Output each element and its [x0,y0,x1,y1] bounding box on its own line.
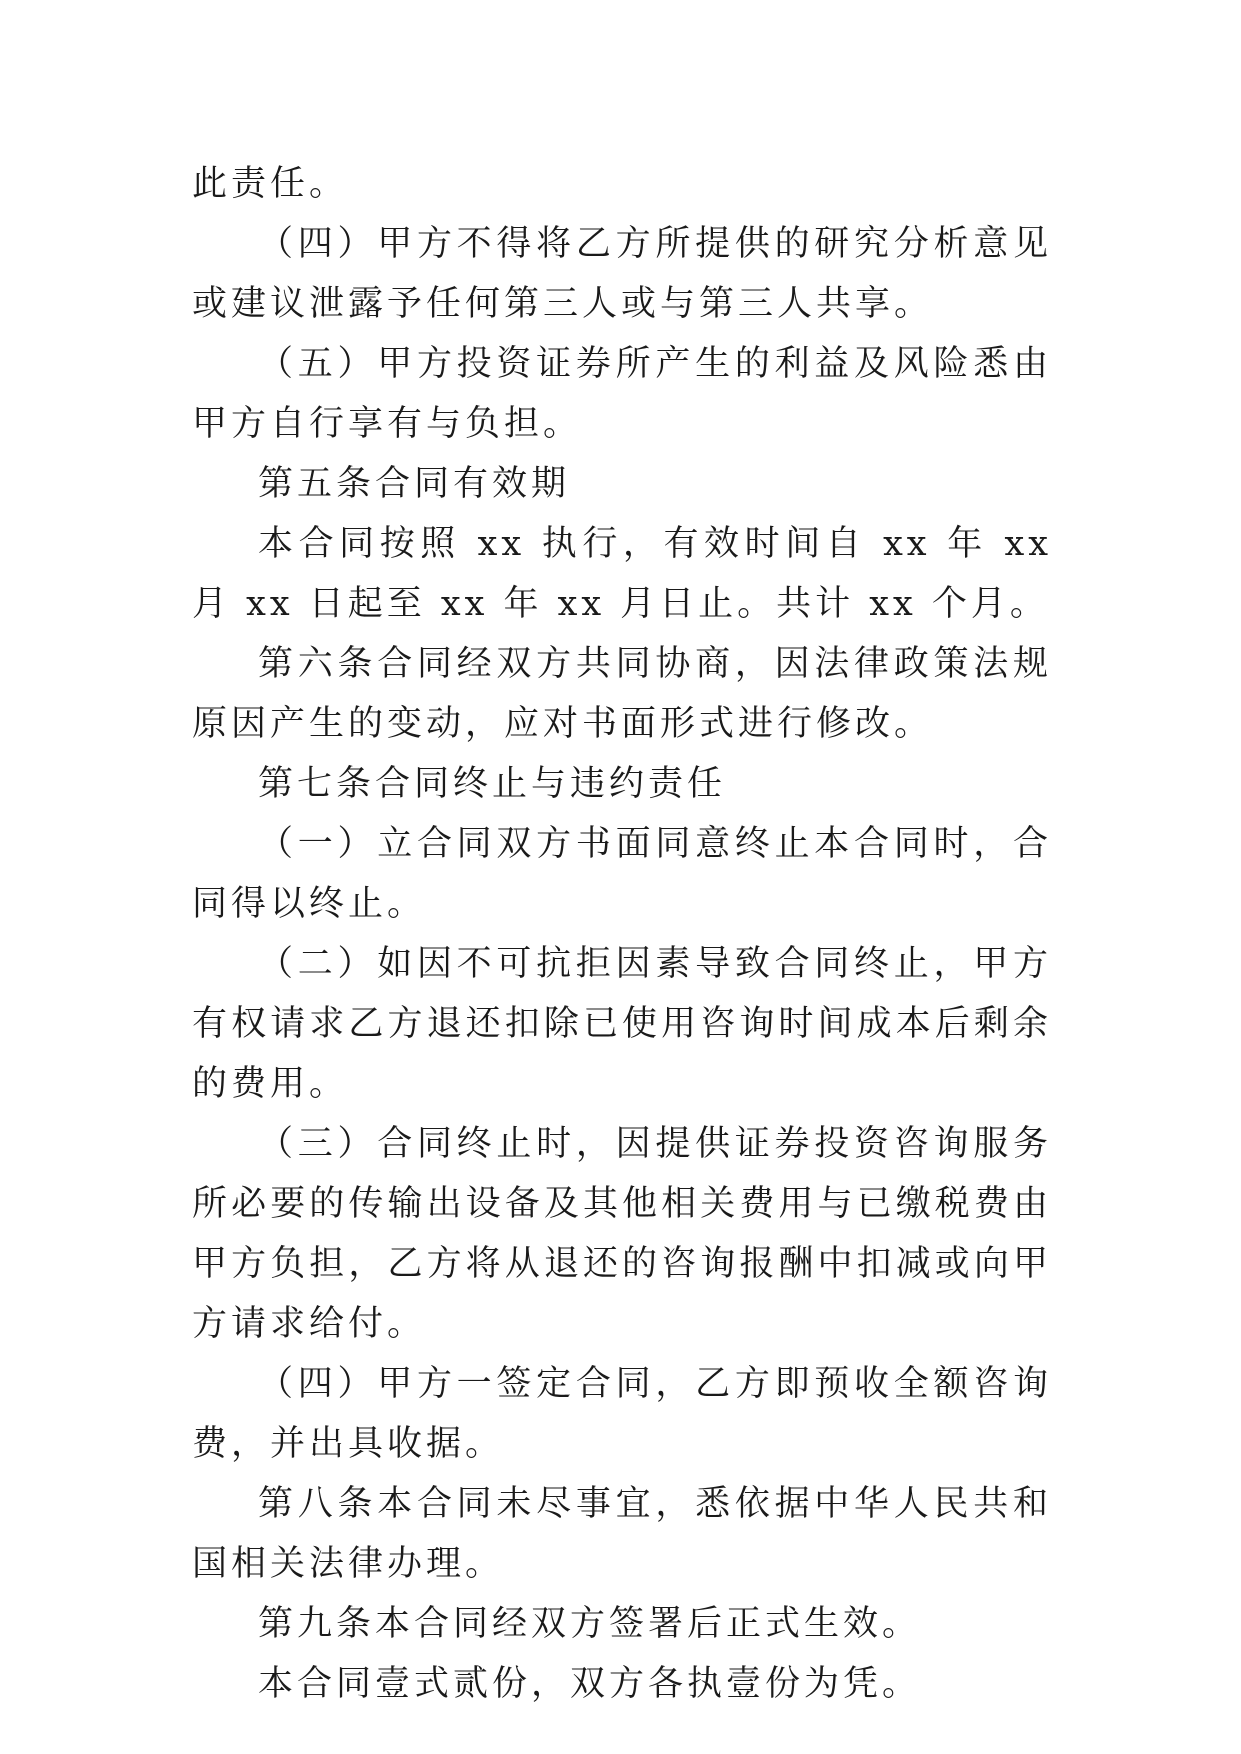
article-8-paragraph: 第八条本合同未尽事宜，悉依据中华人民共和国相关法律办理。 [192,1484,1052,1584]
paragraph-termination-1: （一）立合同双方书面同意终止本合同时，合同得以终止。 [192,824,1052,924]
document-body [192,154,1052,1714]
paragraph-clause-4-confidentiality: （四）甲方不得将乙方所提供的研究分析意见或建议泄露予任何第三人或与第三人共享。 [192,224,1052,324]
paragraph-termination-2: （二）如因不可抗拒因素导致合同终止，甲方有权请求乙方退还扣除已使用咨询时间成本后剩余的费用。 [192,944,1052,1104]
paragraph-validity-period: 本合同按照 xx 执行，有效时间自 xx 年 xx 月 xx 日起至 xx 年 xx 月日止。共计 xx 个月。 [192,524,1052,624]
paragraph-termination-4: （四）甲方一签定合同，乙方即预收全额咨询费，并出具收据。 [192,1364,1052,1464]
paragraph-termination-3: （三）合同终止时，因提供证券投资咨询服务所必要的传输出设备及其他相关费用与已缴税费由甲方负担，乙方将从退还的咨询报酬中扣减或向甲方请求给付。 [192,1124,1052,1344]
paragraph-copies: 本合同壹式贰份，双方各执壹份为凭。 [258,1664,922,1704]
article-7-heading: 第七条合同终止与违约责任 [258,764,727,804]
article-5-heading: 第五条合同有效期 [258,464,571,504]
paragraph-clause-5-risk: （五）甲方投资证券所产生的利益及风险悉由甲方自行享有与负担。 [192,344,1052,444]
article-9-paragraph: 第九条本合同经双方签署后正式生效。 [258,1604,922,1644]
paragraph-continuation: 此责任。 [192,164,349,204]
article-6-paragraph: 第六条合同经双方共同协商，因法律政策法规原因产生的变动，应对书面形式进行修改。 [192,644,1052,744]
